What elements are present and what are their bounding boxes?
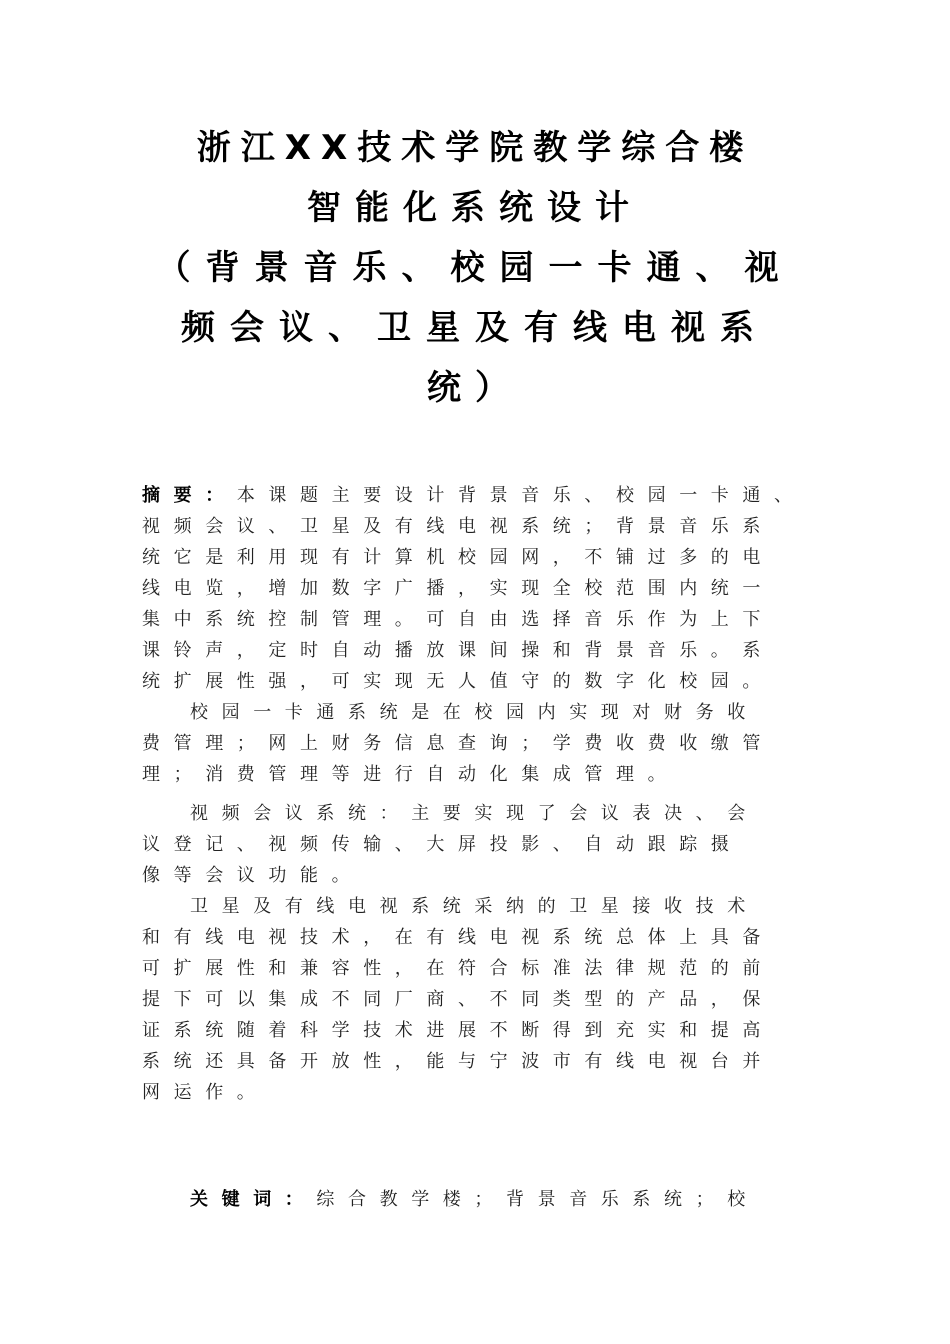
keywords-section <box>190 1184 810 1215</box>
abstract-p3-line: 像等会议功能。 <box>142 865 364 886</box>
title-line-1: 浙江XX技术学院教学综合楼 <box>196 128 754 168</box>
abstract-p1-line: 线电览，增加数字广播，实现全校范围内统一 <box>142 578 774 599</box>
title-line-2: 智能化系统设计 <box>307 188 643 228</box>
keywords-label: 关键词： <box>190 1189 317 1210</box>
abstract-p4-line: 证系统随着科学技术进展不断得到充实和提高 <box>142 1020 774 1041</box>
keywords-line <box>190 1184 810 1215</box>
abstract-label: 摘要： <box>142 485 237 506</box>
abstract-p2-line: 校园一卡通系统是在校园内实现对财务收 <box>190 702 759 723</box>
abstract-p2-line: 费管理；网上财务信息查询；学费收费收缴管 <box>142 733 774 754</box>
document-title <box>120 118 830 418</box>
abstract-p4-line: 系统还具备开放性，能与宁波市有线电视台并 <box>142 1051 774 1072</box>
abstract-p2-line: 理；消费管理等进行自动化集成管理。 <box>142 764 680 785</box>
abstract-p1-line: 视频会议、卫星及有线电视系统；背景音乐系 <box>142 516 774 537</box>
title-line-5: 统） <box>427 368 523 408</box>
abstract-p4-line: 卫星及有线电视系统采纳的卫星接收技术 <box>190 896 759 917</box>
abstract-p1-first: 本课题主要设计背景音乐、校园一卡通、 <box>236 485 806 506</box>
abstract-p4-line: 提下可以集成不同厂商、不同类型的产品，保 <box>142 989 774 1010</box>
abstract-p4-line: 可扩展性和兼容性，在符合标准法律规范的前 <box>142 958 774 979</box>
abstract-p1-line: 课铃声，定时自动播放课间操和背景音乐。系 <box>142 640 774 661</box>
abstract-p3-line: 视频会议系统：主要实现了会议表决、会 <box>190 803 759 824</box>
title-line-3: （背景音乐、校园一卡通、视 <box>156 248 794 288</box>
abstract-p1-line: 统扩展性强，可实现无人值守的数字化校园。 <box>142 671 774 692</box>
title-line-4: 频会议、卫星及有线电视系 <box>181 308 769 348</box>
abstract-p4-line: 网运作。 <box>142 1082 269 1103</box>
abstract-first-line <box>142 480 806 511</box>
abstract-section <box>142 480 806 1108</box>
abstract-p4-line: 和有线电视技术，在有线电视系统总体上具备 <box>142 927 774 948</box>
abstract-p1-line: 统它是利用现有计算机校园网，不铺过多的电 <box>142 547 774 568</box>
abstract-p3-line: 议登记、视频传输、大屏投影、自动跟踪摄 <box>142 834 743 855</box>
keywords-text: 综合教学楼；背景音乐系统；校 <box>316 1189 759 1210</box>
abstract-p1-line: 集中系统控制管理。可自由选择音乐作为上下 <box>142 609 774 630</box>
